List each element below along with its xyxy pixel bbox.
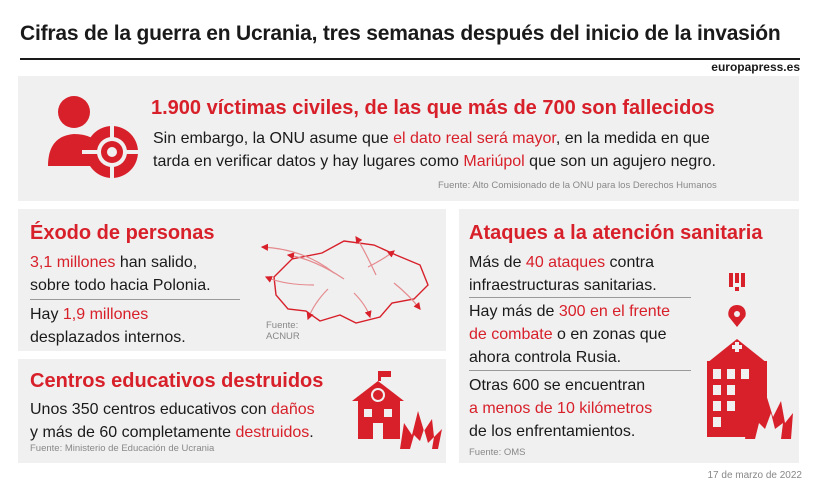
education-panel bbox=[18, 359, 446, 463]
health-stat-3: Otras 600 se encuentran a menos de 10 kilómetros de los enfrentamientos. bbox=[469, 377, 653, 440]
exodus-title: Éxodo de personas bbox=[30, 222, 215, 244]
person-target-icon bbox=[40, 92, 148, 184]
victims-source: Fuente: Alto Comisionado de la ONU para los Derechos Humanos bbox=[438, 180, 717, 191]
burning-hospital-icon bbox=[687, 267, 795, 443]
exodus-divider bbox=[30, 299, 240, 300]
education-source: Fuente: Ministerio de Educación de Ucrania bbox=[30, 443, 215, 454]
health-divider-1 bbox=[469, 297, 691, 298]
education-text: Unos 350 centros educativos con daños y más de 60 completamente destruidos. bbox=[30, 401, 315, 441]
health-stat-1: Más de 40 ataques contra infraestructuras sanitarias. bbox=[469, 254, 657, 294]
brand-logo: europapress.es bbox=[711, 60, 800, 74]
burning-school-icon bbox=[348, 371, 444, 453]
health-stat-2: Hay más de 300 en el frente de combate o en zonas que ahora controla Rusia. bbox=[469, 303, 671, 366]
exodus-stat-2: Hay 1,9 millones desplazados internos. bbox=[30, 306, 186, 346]
exodus-source: Fuente: ACNUR bbox=[266, 320, 300, 342]
title-divider bbox=[20, 58, 800, 60]
victims-text: Sin embargo, la ONU asume que el dato real será mayor, en la medida en que tarda en verificar datos y hay lugares como Mariúpol que son un agujero negro. bbox=[153, 130, 716, 170]
health-divider-2 bbox=[469, 370, 691, 371]
victims-headline: 1.900 víctimas civiles, de las que más de 700 son fallecidos bbox=[151, 97, 715, 119]
publication-date: 17 de marzo de 2022 bbox=[707, 470, 802, 481]
page-title: Cifras de la guerra en Ucrania, tres semanas después del inicio de la invasión bbox=[20, 22, 781, 45]
exodus-panel bbox=[18, 209, 446, 351]
education-title: Centros educativos destruidos bbox=[30, 370, 324, 392]
health-panel bbox=[459, 209, 799, 463]
exodus-stat-1: 3,1 millones han salido, sobre todo hacia Polonia. bbox=[30, 254, 211, 294]
health-source: Fuente: OMS bbox=[469, 447, 526, 458]
victims-panel bbox=[18, 76, 799, 201]
health-title: Ataques a la atención sanitaria bbox=[469, 222, 763, 244]
